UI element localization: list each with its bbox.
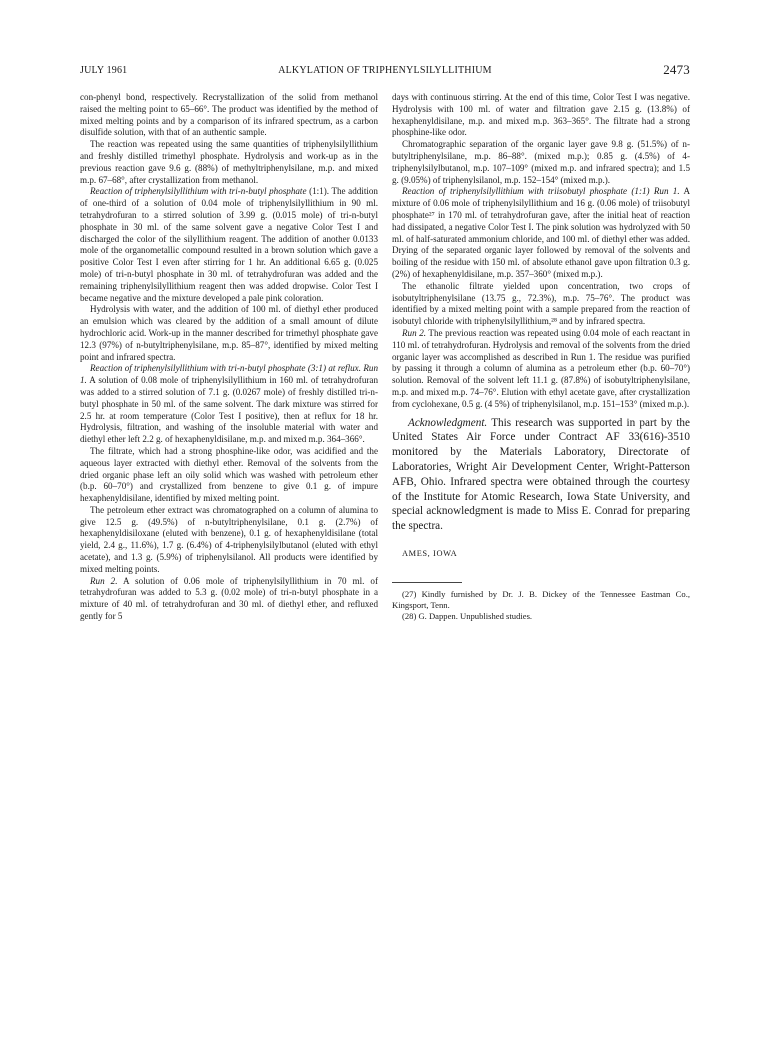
paragraph: The filtrate, which had a strong phosphine-like odor, was acidified and the aqueous layer extracted with diethyl ether. Removal of the solvents from the dried organic phase left an oily solid which was washed with petroleum ether (b.p. 60–70°) and crystallized from benzene to give 0.1 g. of impure hexaphenyldisilane, identified by mixed melting point. xyxy=(80,445,378,504)
footnote: (27) Kindly furnished by Dr. J. B. Dickey of the Tennessee Eastman Co., Kingsport, Tenn. xyxy=(392,588,690,610)
running-header xyxy=(80,64,690,80)
section-head: Run 2. xyxy=(90,575,118,586)
left-column xyxy=(80,92,378,623)
issue-date: JULY 1961 xyxy=(80,65,128,76)
paragraph: Run 2. The previous reaction was repeated using 0.04 mole of each reactant in 110 ml. of tetrahydrofuran. Hydrolysis and removal of the solvents from the dried organic layer was accomplished as described in Run 1. The residue was purified by passing it through a column of alumina as a petroleum ether (b.p. 60–70°) solution. Removal of the solvent left 11.1 g. (87.8%) of isobutyltriphenylsilane, m.p. and mixed m.p. 74–76°. Elution with ethyl acetate gave, after crystallization from cyclohexane, 0.5 g. (4 5%) of triphenylsilanol, m.p. 151–153° (mixed m.p.). xyxy=(392,327,690,409)
acknowledgment-head: Acknowledgment. xyxy=(408,416,488,429)
paragraph: The petroleum ether extract was chromatographed on a column of alumina to give 12.5 g. (49.5%) of n-butyltriphenylsilane, 0.1 g. (2.7%) of hexaphenyldisiloxane (eluted with benzene), 0.1 g. of hexaphenyldisilane (total yield, 2.4 g., 11.6%), 1.7 g. (6.4%) of 4-triphenylsilylbutanol (eluted with ethyl acetate), and 1.3 g. (5.9%) of triphenylsilanol. All products were identified by mixed melting points. xyxy=(80,504,378,574)
acknowledgment: Acknowledgment. This research was supported in part by the United States Air Force under Contract AF 33(616)-3510 monitored by the Materials Laboratory, Directorate of Laboratories, Wright Air Development Center, Wright-Patterson AFB, Ohio. Infrared spectra were obtained through the courtesy of the Institute for Atomic Research, Iowa State University, and special acknowledgment is made to Miss E. Conrad for preparing the spectra. xyxy=(392,416,690,533)
paragraph: Hydrolysis with water, and the addition of 100 ml. of diethyl ether produced an emulsion which was cleared by the addition of a small amount of dilute hydrochloric acid. Work-up in the manner described for trimethyl phosphate gave 12.3 (97%) of n-butyltriphenylsilane, m.p. 85–87°, identified by mixed melting point and infrared spectra. xyxy=(80,304,378,362)
paragraph: Run 2. A solution of 0.06 mole of triphenylsilyllithium in 70 ml. of tetrahydrofuran was added to 5.3 g. (0.02 mole) of tri-n-butyl phosphate in a mixture of 40 ml. of tetrahydrofuran and 30 ml. of diethyl ether, and refluxed gently for 5 xyxy=(80,575,379,622)
paragraph: The reaction was repeated using the same quantities of triphenylsilyllithium and freshly distilled trimethyl phosphate. Hydrolysis and work-up as in the previous reaction gave 9.6 g. (88%) of methyltriphenylsilane, m.p. and mixed m.p. 67–68°, after crystallization from methanol. xyxy=(80,139,378,185)
section-head: Reaction of triphenylsilyllithium with tri-n-butyl phosphate (3:1) at reflux. Run 1. xyxy=(80,363,378,386)
page-number: 2473 xyxy=(663,62,690,77)
paragraph: The ethanolic filtrate yielded upon concentration, two crops of isobutyltriphenylsilane (13.75 g., 72.3%), m.p. 75–76°. The product was identified by a mixed melting point with a sample prepared from the reaction of isobutyl chloride with triphenylsilyllithium,²⁸ and by infrared spectra. xyxy=(392,280,690,327)
footnote: (28) G. Dappen. Unpublished studies. xyxy=(402,610,533,621)
paragraph: con-phenyl bond, respectively. Recrystallization of the solid from methanol raised the melting point to 65–66°. The product was identified by the method of mixed melting points and by a comparison of its infrared spectrum, as a carbon disulfide solution, with that of an authentic sample. xyxy=(80,92,378,138)
section-head: Reaction of triphenylsilyllithium with tri-n-butyl phosphate xyxy=(90,186,307,197)
paragraph: Reaction of triphenylsilyllithium with triisobutyl phosphate (1:1) Run 1. A mixture of 0.06 mole of triphenylsilyllithium and 16 g. (0.06 mole) of triisobutyl phosphate²⁷ in 170 ml. of tetrahydrofuran gave, after the initial heat of reaction had dissipated, a negative Color Test I. The pink solution was hydrolyzed with 50 ml. of half-saturated ammonium chloride, and 100 ml. of diethyl ether was added. Drying of the separated organic layer followed by removal of the solvents and boiling of the residue with 150 ml. of absolute ethanol gave upon filtration 0.3 g. (2%) of hexaphenyldisilane, m.p. 357–360° (mixed m.p.). xyxy=(392,186,691,279)
footnote-rule xyxy=(392,582,462,583)
paragraph: Reaction of triphenylsilyllithium with tri-n-butyl phosphate (1:1). The addition of one-third of a solution of 0.04 mole of triphenylsilyllithium in 90 ml. tetrahydrofuran to a stirred solution of 3.99 g. (0.015 mole) of tri-n-butyl phosphate in 30 ml. of the same solvent gave a negative Color Test I and discharged the color of the silyllithium reagent. The addition of another 0.0133 mole of the organometallic compound resulted in a brown solution which gave a positive Color Test I even after stirring for 1 hr. An additional 6.65 g. (0.025 mole) of tri-n-butyl phosphate in 30 ml. of tetrahydrofuran was added and the remaining triphenylsilyllithium reagent then was added dropwise. Color Test I became negative and the mixture developed a pale pink coloration. xyxy=(80,186,378,303)
paragraph: Reaction of triphenylsilyllithium with tri-n-butyl phosphate (3:1) at reflux. Run 1. A solution of 0.08 mole of triphenylsilyllithium in 160 ml. of tetrahydrofuran was added to a stirred solution of 7.1 g. (0.0267 mole) of freshly distilled tri-n-butyl phosphate in 50 ml. of the same solvent. The dark mixture was stirred for 2.5 hr. at room temperature (Color Test I positive), then at reflux for 18 hr. Hydrolysis, filtration, and washing of the insoluble material with water and diethyl ether left 2.2 g. of hexaphenyldisilane, m.p. and mixed m.p. 364–366°. xyxy=(80,363,378,445)
running-title: ALKYLATION OF TRIPHENYLSILYLLITHIUM xyxy=(278,65,492,76)
section-head: Run 2. xyxy=(402,327,427,338)
affiliation-place: AMES, IOWA xyxy=(402,548,458,558)
right-column xyxy=(392,92,690,622)
paragraph: days with continuous stirring. At the end of this time, Color Test I was negative. Hydrolysis with 100 ml. of water and filtration gave 2.15 g. (13.8%) of hexaphenyldisilane, m.p. and mixed m.p. 363–365°. The filtrate had a strong phosphine-like odor. xyxy=(392,92,690,138)
section-head: Reaction of triphenylsilyllithium with triisobutyl phosphate (1:1) Run 1. xyxy=(402,186,680,197)
paragraph: Chromatographic separation of the organic layer gave 9.8 g. (51.5%) of n-butyltriphenylsilane, m.p. 86–88°. (mixed m.p.); 0.85 g. (4.5%) of 4-triphenylsilylbutanol, m.p. 107–109° (mixed m.p. and infrared spectra); and 1.5 g. (9.05%) of triphenylsilanol, m.p. 152–154° (mixed m.p.). xyxy=(392,139,690,185)
